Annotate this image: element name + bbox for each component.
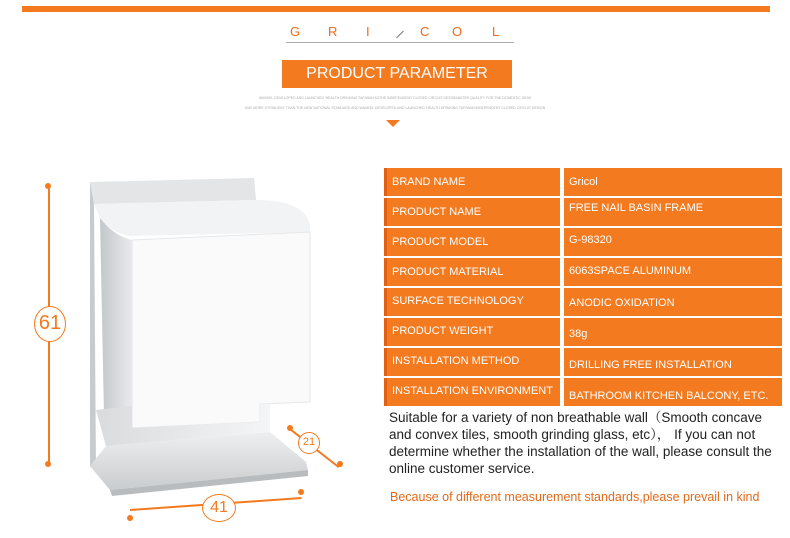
brand-letter: L <box>492 24 502 39</box>
brand-letter: I <box>366 24 372 39</box>
param-row <box>384 168 782 196</box>
param-value: DRILLING FREE INSTALLATION <box>564 348 782 376</box>
param-row <box>384 378 782 406</box>
param-row <box>384 288 782 316</box>
measurement-note: Because of different measurement standards,please prevail in kind <box>390 490 760 504</box>
brand-letter: R <box>328 24 340 39</box>
param-value: 38g <box>564 318 782 346</box>
cap-top <box>94 200 310 236</box>
fine-print: WAY MORE STRINGENT THAN THE NEW NATIONAL STANDARD AND WANKEL DEVELOPED AND LAUNCHED 'HEALTH DRINKING TAP/WAN INDEPENDENT CLOSED CIRCUIT DESIGN <box>244 106 546 110</box>
param-row <box>384 258 782 286</box>
param-label: BRAND NAME <box>384 168 560 196</box>
product-image <box>70 170 330 500</box>
param-label: PRODUCT NAME <box>384 198 560 226</box>
param-row <box>384 318 782 346</box>
cap-side <box>100 218 132 416</box>
description-text: Suitable for a variety of non breathable wall（Smooth concave and convex tiles, smooth grinding glass, etc）， If you can not determine whether the installation of the wall, please consult the online customer service. <box>389 410 772 476</box>
back-plate-edge <box>90 182 96 470</box>
height-label: 61 <box>34 306 66 342</box>
dimension-endpoint <box>298 489 304 495</box>
param-row <box>384 348 782 376</box>
dimension-endpoint <box>127 515 133 521</box>
brand-logo <box>276 24 516 44</box>
dimension-endpoint <box>337 461 343 467</box>
param-label: INSTALLATION ENVIRONMENT <box>384 378 560 406</box>
width-label: 41 <box>202 494 236 522</box>
brand-slash <box>396 31 404 39</box>
param-value: G-98320 <box>564 228 782 256</box>
top-accent-bar <box>22 6 770 12</box>
param-value: FREE NAIL BASIN FRAME <box>564 198 782 226</box>
section-title: PRODUCT PARAMETER <box>282 60 512 88</box>
param-value: BATHROOM KITCHEN BALCONY, ETC. <box>564 378 782 406</box>
front-face <box>132 232 310 428</box>
brand-letter: C <box>420 24 432 39</box>
param-row <box>384 198 782 226</box>
brand-letter: G <box>290 24 303 39</box>
brand-letter: O <box>452 24 465 39</box>
param-row <box>384 228 782 256</box>
dimension-endpoint <box>45 461 51 467</box>
param-label: PRODUCT WEIGHT <box>384 318 560 346</box>
param-value: ANODIC OXIDATION <box>564 288 782 316</box>
depth-label: 21 <box>298 432 320 454</box>
brand-underline <box>286 42 514 43</box>
param-value: Gricol <box>564 168 782 196</box>
param-label: SURFACE TECHNOLOGY <box>384 288 560 316</box>
back-plate-top <box>90 178 256 204</box>
dimension-endpoint <box>287 425 293 431</box>
down-arrow-icon <box>386 120 400 127</box>
param-label: INSTALLATION METHOD <box>384 348 560 376</box>
param-label: PRODUCT MODEL <box>384 228 560 256</box>
param-label: PRODUCT MATERIAL <box>384 258 560 286</box>
dimension-endpoint <box>45 183 51 189</box>
fine-print: WANKEL DEVELOPED AND LAUNCHED 'HEALTH DRINKING TAP/WAN KATHE INDEPENDENT CLOSED CIRCUIT DESIGNWATER QUALITY FOR THE DOMESTIC DESK <box>258 96 532 100</box>
param-value: 6063SPACE ALUMINUM <box>564 258 782 286</box>
